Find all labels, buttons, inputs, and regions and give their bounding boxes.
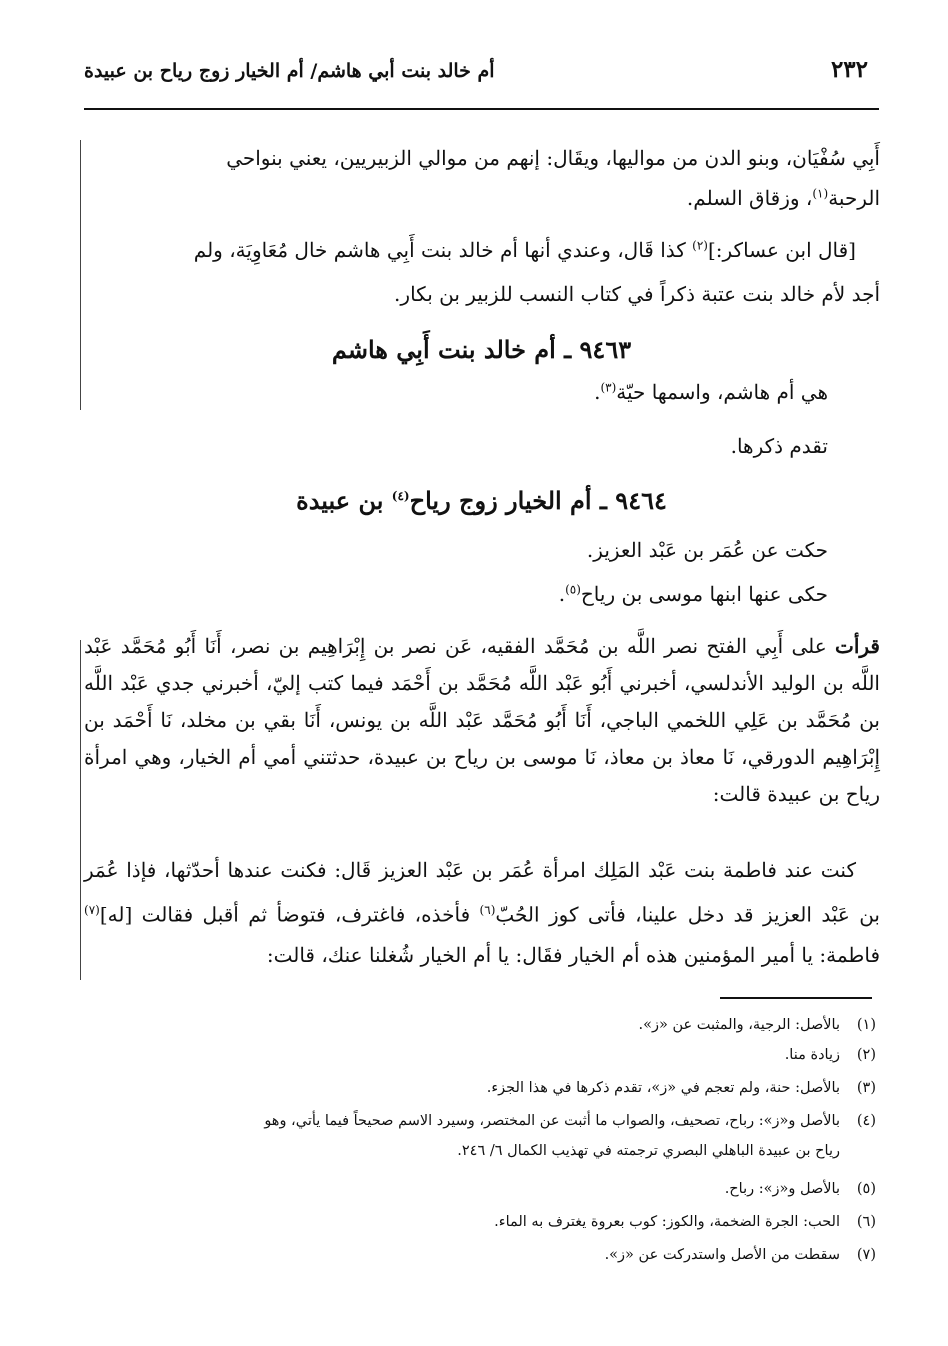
paragraph-line: [قال ابن عساكر:]$^{(٢)}$ كذا قَال، وعندي أنها أم خالد بنت أَبِي هاشم خال مُعَاوِيَة، ولم bbox=[193, 238, 856, 262]
footnote: (٥)بالأصل و«ز»: رباح. bbox=[724, 1181, 876, 1197]
footnote: (٧)سقطت من الأصل واستدركت عن «ز». bbox=[604, 1247, 876, 1263]
entry-heading: ٩٤٦٤ ـ أم الخيار زوج رياح$^{(٤)}$ بن عبيدة bbox=[296, 486, 667, 515]
footnote-separator bbox=[720, 997, 872, 999]
footnote-ref: (٣) bbox=[600, 380, 617, 395]
isnad-paragraph: قرأت على أَبِي الفتح نصر اللَّه بن مُحَمَّد الفقيه، عَن نصر بن إِبْرَاهِيم بن نصر، أَنَا أَبُو مُحَمَّد عَبْد اللَّه بن الوليد الأندلسي، أخبرني أَبُو عَبْد اللَّه مُحَمَّد بن أَحْمَد فيما كتب إليّ، أخبرني جدي عَبْد اللَّه بن مُحَمَّد بن عَلِي اللخمي الباجي، أَنَا أَبُو مُحَمَّد عَبْد اللَّه بن يونس، أَنَا بقي بن مخلد، نَا أَحْمَد بن إِبْرَاهِيم الدورقي، نَا معاذ بن معاذ، نَا موسى بن رياح بن عبيدة، حدثتني أمي أم الخيار، وهي امرأة رياح بن عبيدة قالت: bbox=[84, 634, 881, 806]
paragraph-line: تقدم ذكرها. bbox=[730, 434, 828, 458]
paragraph-line: أجد لأم خالد بنت عتبة ذكراً في كتاب النسب للزبير بن بكار. bbox=[394, 282, 880, 306]
footnote-ref: (٤) bbox=[391, 489, 410, 503]
footnote: (١)بالأصل: الرجية، والمثبت عن «ز». bbox=[638, 1017, 876, 1033]
running-title: أم خالد بنت أبي هاشم/ أم الخيار زوج رياح بن عبيدة bbox=[84, 60, 495, 82]
paragraph-line: الرحبة$^{(١)}$، وزقاق السلم. bbox=[686, 186, 880, 210]
footnote: (٤)بالأصل و«ز»: رباح، تصحيف، والصواب ما أثبت عن المختصر، وسيرد الاسم صحيحاً فيما يأتي، وهو رياح بن عبيدة الباهلي البصري ترجمته في تهذيب الكمال ٦/ ٢٤٦. bbox=[264, 1113, 876, 1159]
paragraph-line: حكت عن عُمَر بن عَبْد العزيز. bbox=[586, 538, 828, 562]
header-rule bbox=[84, 108, 879, 110]
footnote-ref: (١) bbox=[812, 186, 829, 201]
footnote: (٢)زيادة منا. bbox=[784, 1047, 876, 1063]
footnote: (٣)بالأصل: حنة، ولم تعجم في «ز»، تقدم ذكرها في هذا الجزء. bbox=[486, 1080, 876, 1096]
paragraph-line: حكى عنها ابنها موسى بن رياح$^{(٥)}$. bbox=[558, 582, 828, 606]
keyword-qara-tu: قرأت bbox=[835, 634, 880, 658]
footnote-ref: (٢) bbox=[692, 238, 708, 253]
footnote: (٦)الحب: الجرة الضخمة، والكوز: كوب بعروة يغترف به الماء. bbox=[494, 1214, 876, 1230]
narrative-paragraph: كنت عند فاطمة بنت عَبْد المَلِك امرأة عُمَر بن عَبْد العزيز قَال: فكنت عندها أحدّثها، فإذا عُمَر بن عَبْد العزيز قد دخل علينا، فأتى كوز الحُبّ$^{(٦)}$ فأخذه، فاغترف، فتوضأ ثم أقبل فقالت [له]$^{(٧)}$ فاطمة: يا أمير المؤمنين هذه أم الخيار فقَال: يا أم الخيار شُغلنا عنك، قالت: bbox=[84, 858, 880, 967]
page-edge-line bbox=[80, 640, 81, 980]
footnote-ref: (٧) bbox=[84, 903, 100, 917]
page-edge-line bbox=[80, 140, 81, 410]
page-number: ٢٣٢ bbox=[830, 56, 868, 83]
footnote-ref: (٥) bbox=[565, 582, 581, 597]
footnote-ref: (٦) bbox=[479, 903, 496, 917]
entry-heading: ٩٤٦٣ ـ أم خالد بنت أَبِي هاشم bbox=[331, 335, 632, 364]
paragraph-line: هي أم هاشم، واسمها حيّة$^{(٣)}$. bbox=[594, 380, 828, 404]
paragraph-line: أَبِي سُفْيَان، وبنو الدن من مواليها، ويقَال: إنهم من موالي الزبيريين، يعني بنواحي bbox=[226, 146, 880, 170]
